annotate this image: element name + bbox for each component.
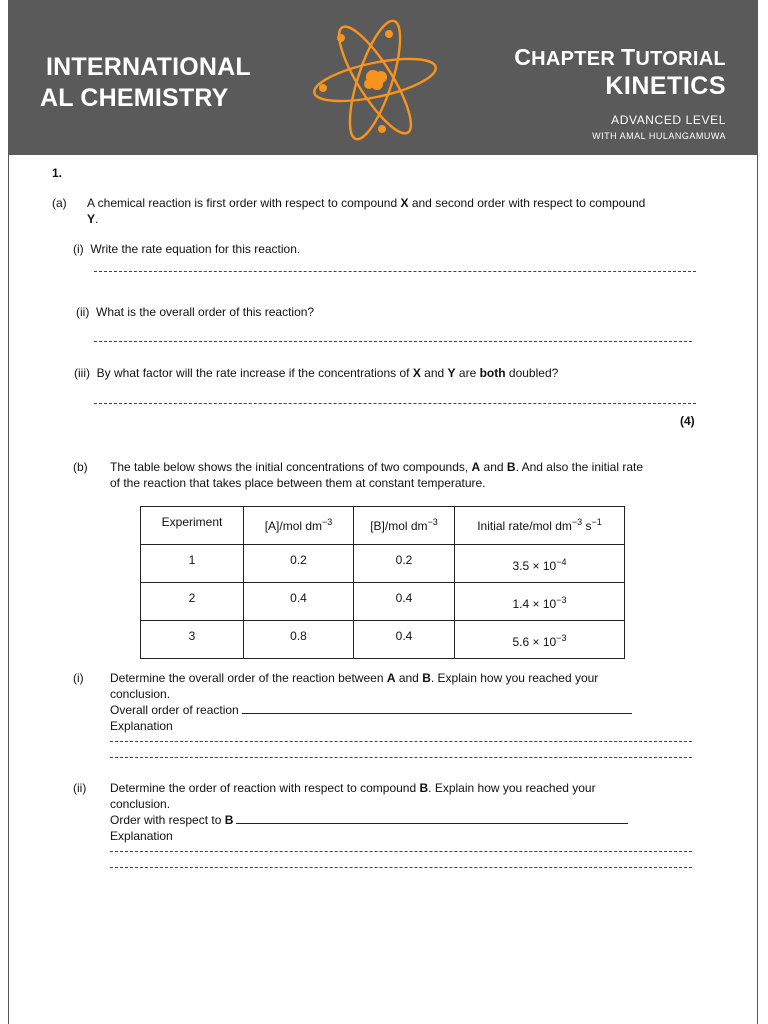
- header-rate: [455, 507, 625, 545]
- header-b-exp: −3: [427, 517, 438, 527]
- order-b-label: Order with respect to: [110, 813, 225, 827]
- cell-rate-base: 3.5 × 10: [512, 559, 557, 573]
- answer-line[interactable]: [110, 867, 692, 868]
- order-b-prompt: [110, 813, 628, 827]
- cell-b-conc: 0.4: [354, 583, 455, 621]
- atom-icon: [303, 14, 443, 144]
- header-banner: [8, 0, 758, 155]
- part-a-iii-text-1: By what factor will the rate increase if the concentrations of: [96, 366, 413, 380]
- part-a-text-2: and second order with respect to compound: [408, 196, 646, 210]
- marks-label: (4): [680, 414, 695, 428]
- rate-data-table: [140, 506, 625, 659]
- answer-line[interactable]: [94, 403, 696, 404]
- part-a-iii-y: Y: [447, 366, 456, 380]
- part-b-and: and: [480, 460, 507, 474]
- part-b-i-conclusion: conclusion.: [110, 687, 171, 701]
- compound-y: Y: [87, 212, 96, 226]
- overall-order-prompt: [110, 703, 632, 717]
- tutorial-word: UTORIAL: [635, 48, 726, 70]
- part-b-i-label: (i): [73, 671, 84, 685]
- topic-title: KINETICS: [605, 72, 726, 100]
- table-row: [141, 583, 625, 621]
- part-a-iii-label: (iii): [74, 366, 90, 380]
- chapter-title: [514, 44, 726, 101]
- cell-rate: [455, 621, 625, 659]
- part-b-text-2: . And also the initial rate: [515, 460, 644, 474]
- header-b-conc: [354, 507, 455, 545]
- cell-experiment: 2: [141, 583, 244, 621]
- order-b-compound: B: [224, 813, 234, 827]
- part-b-label: (b): [73, 460, 88, 474]
- part-a-text: [87, 196, 645, 210]
- author-label: WITH AMAL HULANGAMUWA: [592, 131, 726, 141]
- part-b-text-1: The table below shows the initial concentrations of two compounds,: [110, 460, 472, 474]
- part-b-ii-text-1: Determine the order of reaction with respect to compound: [110, 781, 420, 795]
- explanation-label: Explanation: [110, 719, 173, 733]
- header-rate-text: Initial rate/mol dm: [477, 519, 572, 533]
- table-row: [141, 621, 625, 659]
- table-row: [141, 545, 625, 583]
- part-a-ii-question: [76, 305, 314, 319]
- tutorial-t: T: [621, 44, 636, 70]
- cell-rate-base: 1.4 × 10: [512, 597, 557, 611]
- cell-experiment: 3: [141, 621, 244, 659]
- part-b-text-line2: of the reaction that takes place between them at constant temperature.: [110, 476, 486, 490]
- overall-order-answer-line[interactable]: [242, 703, 632, 714]
- cell-rate-base: 5.6 × 10: [512, 635, 557, 649]
- cell-rate-exp: −4: [556, 557, 567, 567]
- answer-line[interactable]: [94, 341, 692, 342]
- part-a-iii-question: [74, 366, 558, 380]
- part-a-iii-both: both: [479, 366, 506, 380]
- overall-order-label: Overall order of reaction: [110, 703, 243, 717]
- header-a-conc-text: [A]/mol dm: [264, 519, 323, 533]
- chapter-word: HAPTER: [531, 48, 622, 70]
- compound-b: B: [506, 460, 516, 474]
- part-a-i-label: (i): [73, 242, 84, 256]
- header-b-conc-text: [B]/mol dm: [370, 519, 428, 533]
- cell-a-conc: 0.4: [244, 583, 354, 621]
- answer-line[interactable]: [110, 741, 692, 742]
- part-b-i-and: and: [395, 671, 423, 685]
- answer-line[interactable]: [94, 271, 696, 272]
- part-a-iii-end: doubled?: [505, 366, 559, 380]
- cell-b-conc: 0.2: [354, 545, 455, 583]
- answer-line[interactable]: [110, 851, 692, 852]
- cell-rate-exp: −3: [556, 595, 567, 605]
- part-b-ii-text: [110, 781, 596, 795]
- cell-b-conc: 0.4: [354, 621, 455, 659]
- cell-rate: [455, 545, 625, 583]
- compound-a: A: [471, 460, 481, 474]
- part-b-i-text-2: . Explain how you reached your: [430, 671, 599, 685]
- explanation-label: Explanation: [110, 829, 173, 843]
- part-a-text-line2: [87, 212, 98, 226]
- answer-line[interactable]: [110, 757, 692, 758]
- part-b-i-a: A: [386, 671, 396, 685]
- question-number: 1.: [52, 166, 63, 180]
- header-rate-exp1: −3: [571, 517, 583, 527]
- part-b-i-b: B: [422, 671, 431, 685]
- part-a-text-1: A chemical reaction is first order with respect to compound: [87, 196, 401, 210]
- part-b-ii-text-2: . Explain how you reached your: [428, 781, 596, 795]
- part-b-ii-label: (ii): [73, 781, 87, 795]
- part-a-iii-and: and: [420, 366, 448, 380]
- header-rate-s: s: [582, 519, 592, 533]
- part-b-ii-conclusion: conclusion.: [110, 797, 171, 811]
- cell-a-conc: 0.2: [244, 545, 354, 583]
- header-a-exp: −3: [322, 517, 333, 527]
- header-rate-exp2: −1: [591, 517, 602, 527]
- part-a-i-text: Write the rate equation for this reaction.: [90, 242, 301, 256]
- header-a-conc: [244, 507, 354, 545]
- part-a-iii-are: are: [455, 366, 480, 380]
- table-header-row: [141, 507, 625, 545]
- part-a-ii-text: What is the overall order of this reaction?: [96, 305, 315, 319]
- brand-line-1: INTERNATIONAL: [46, 53, 251, 81]
- part-b-i-text-1: Determine the overall order of the reaction between: [110, 671, 387, 685]
- brand-line-2: AL CHEMISTRY: [40, 84, 229, 112]
- cell-a-conc: 0.8: [244, 621, 354, 659]
- part-b-i-text: [110, 671, 598, 685]
- brand-title: [40, 52, 251, 114]
- part-b-text-line1: [110, 460, 643, 474]
- part-a-iii-x: X: [412, 366, 421, 380]
- cell-experiment: 1: [141, 545, 244, 583]
- part-a-dot: .: [95, 212, 99, 226]
- chapter-c: C: [514, 44, 532, 70]
- part-b-ii-b: B: [419, 781, 429, 795]
- part-a-label: (a): [52, 196, 67, 210]
- header-experiment: Experiment: [141, 507, 244, 545]
- compound-x: X: [400, 196, 409, 210]
- level-label: ADVANCED LEVEL: [611, 113, 726, 127]
- cell-rate-exp: −3: [556, 633, 567, 643]
- cell-rate: [455, 583, 625, 621]
- order-b-answer-line[interactable]: [236, 813, 628, 824]
- part-a-i-question: [73, 242, 300, 256]
- part-a-ii-label: (ii): [76, 305, 90, 319]
